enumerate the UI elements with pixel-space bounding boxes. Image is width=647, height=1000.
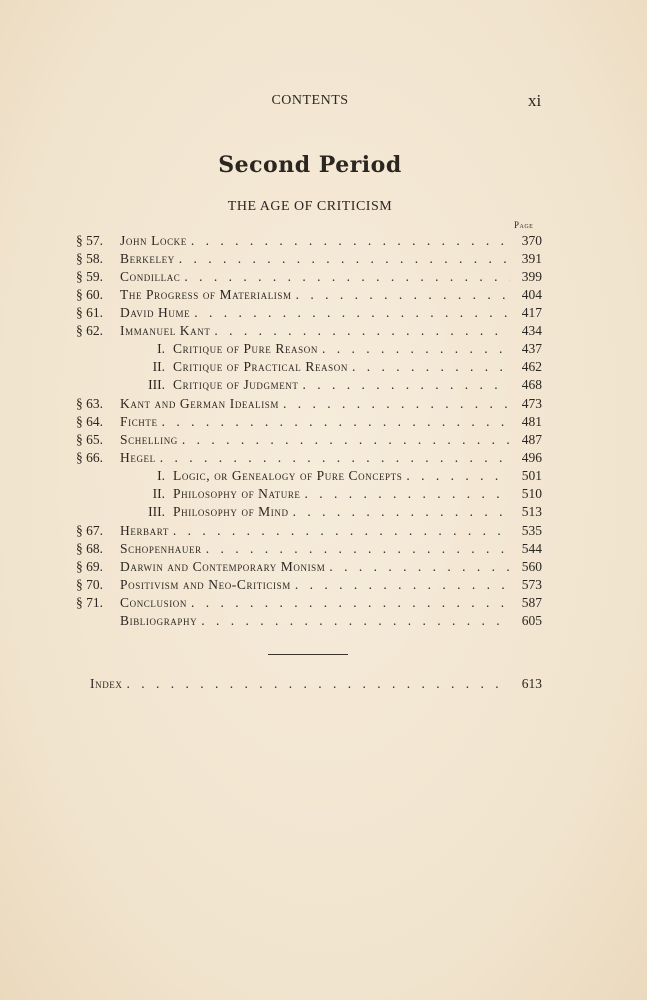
leader-dots <box>296 287 510 303</box>
entry-section-number: § 71. <box>76 595 103 610</box>
entry-title: John Locke <box>120 233 187 248</box>
entry-title: Herbart <box>120 523 169 538</box>
toc-entry <box>76 323 542 341</box>
entry-title: Darwin and Contemporary Monism <box>120 559 326 574</box>
entry-page: 462 <box>521 359 542 374</box>
running-header-page-number: xi <box>528 91 542 110</box>
toc-subentry <box>76 359 542 377</box>
entry-section-number: § 59. <box>76 269 103 284</box>
entry-title: Fichte <box>120 414 158 429</box>
entry-title: Schopenhauer <box>120 541 202 556</box>
leader-dots <box>162 414 510 430</box>
entry-title: Condillac <box>120 269 181 284</box>
leader-dots <box>201 613 510 629</box>
entry-page: 573 <box>521 577 542 592</box>
entry-page: 481 <box>521 414 542 429</box>
toc-subentry <box>76 377 542 395</box>
leader-dots <box>182 432 510 448</box>
entry-roman-number: II. <box>152 486 165 501</box>
index-title: Index <box>90 676 123 691</box>
entry-page: 560 <box>521 559 542 574</box>
entry-roman-number: II. <box>152 359 165 374</box>
section-title: THE AGE OF CRITICISM <box>227 199 393 214</box>
entry-section-number: § 70. <box>76 577 103 592</box>
entry-page: 399 <box>521 269 542 284</box>
entry-page: 434 <box>521 323 542 338</box>
leader-dots <box>293 504 510 520</box>
toc-entry <box>76 251 542 269</box>
entry-page: 473 <box>521 396 542 411</box>
toc-entry <box>76 432 542 450</box>
leader-dots <box>160 450 510 466</box>
leader-dots <box>406 468 510 484</box>
leader-dots <box>194 305 510 321</box>
entry-page: 544 <box>521 541 542 556</box>
page-column-heading: Page <box>514 220 534 230</box>
entry-section-number: § 62. <box>76 323 103 338</box>
toc-subentry <box>76 341 542 359</box>
entry-title: Critique of Pure Reason <box>173 341 318 356</box>
entry-roman-number: III. <box>148 377 165 392</box>
entry-title: Schelling <box>120 432 178 447</box>
entry-title: The Progress of Materialism <box>120 287 292 302</box>
entry-title: David Hume <box>120 305 191 320</box>
entry-title: Hegel <box>120 450 156 465</box>
leader-dots <box>322 341 510 357</box>
entry-page: 605 <box>521 613 542 628</box>
toc-entry <box>76 414 542 432</box>
entry-page: 587 <box>521 595 542 610</box>
leader-dots <box>352 359 510 375</box>
entry-title: Bibliography <box>120 613 198 628</box>
entry-section-number: § 60. <box>76 287 103 302</box>
entry-section-number: § 64. <box>76 414 103 429</box>
leader-dots <box>191 595 510 611</box>
entry-roman-number: I. <box>157 341 165 356</box>
index-page: 613 <box>521 676 542 691</box>
toc-entry <box>76 541 542 559</box>
entry-page: 487 <box>521 432 542 447</box>
entry-title: Critique of Practical Reason <box>173 359 348 374</box>
leader-dots <box>295 577 510 593</box>
entry-title: Immanuel Kant <box>120 323 211 338</box>
entry-page: 468 <box>521 377 542 392</box>
entry-title: Philosophy of Nature <box>173 486 301 501</box>
entry-section-number: § 65. <box>76 432 103 447</box>
running-header-title: CONTENTS <box>271 93 349 108</box>
leader-dots <box>283 396 510 412</box>
entry-section-number: § 57. <box>76 233 103 248</box>
toc-subentry <box>76 468 542 486</box>
toc-entry <box>76 577 542 595</box>
entry-section-number: § 61. <box>76 305 103 320</box>
entry-page: 437 <box>521 341 542 356</box>
leader-dots <box>329 559 510 575</box>
toc-entry <box>76 450 542 468</box>
entry-section-number: § 67. <box>76 523 103 538</box>
toc-entry <box>76 523 542 541</box>
entry-title: Positivism and Neo-Criticism <box>120 577 291 592</box>
toc-entry <box>76 396 542 414</box>
entry-page: 370 <box>521 233 542 248</box>
leader-dots <box>303 377 511 393</box>
entry-title: Philosophy of Mind <box>173 504 289 519</box>
entry-page: 535 <box>521 523 542 538</box>
entry-title: Conclusion <box>120 595 188 610</box>
toc-entry <box>76 613 542 631</box>
leader-dots <box>191 233 510 249</box>
entry-title: Kant and German Idealism <box>120 396 280 411</box>
entry-section-number: § 58. <box>76 251 103 266</box>
entry-page: 391 <box>521 251 542 266</box>
leader-dots <box>184 269 510 285</box>
entry-page: 510 <box>521 486 542 501</box>
leader-dots <box>127 676 511 692</box>
leader-dots <box>206 541 510 557</box>
entry-title: Berkeley <box>120 251 175 266</box>
toc-entry <box>76 269 542 287</box>
entry-section-number: § 66. <box>76 450 103 465</box>
entry-roman-number: III. <box>148 504 165 519</box>
toc-entry <box>76 305 542 323</box>
toc-subentry <box>76 486 542 504</box>
leader-dots <box>305 486 510 502</box>
entry-roman-number: I. <box>157 468 165 483</box>
entry-page: 513 <box>521 504 542 519</box>
entry-title: Logic, or Genealogy of Pure Concepts <box>173 468 403 483</box>
divider-rule <box>268 654 348 655</box>
entry-page: 496 <box>521 450 542 465</box>
entry-section-number: § 69. <box>76 559 103 574</box>
period-title: Second Period <box>218 152 402 178</box>
toc-entry <box>76 287 542 305</box>
leader-dots <box>214 323 510 339</box>
toc-entry <box>76 595 542 613</box>
entry-page: 501 <box>521 468 542 483</box>
index-entry <box>90 676 542 694</box>
entry-title: Critique of Judgment <box>173 377 299 392</box>
entry-page: 417 <box>521 305 542 320</box>
leader-dots <box>173 523 510 539</box>
leader-dots <box>179 251 510 267</box>
toc-entry <box>76 233 542 251</box>
entry-section-number: § 68. <box>76 541 103 556</box>
entry-section-number: § 63. <box>76 396 103 411</box>
entry-page: 404 <box>521 287 542 302</box>
toc-subentry <box>76 504 542 522</box>
toc-entry <box>76 559 542 577</box>
